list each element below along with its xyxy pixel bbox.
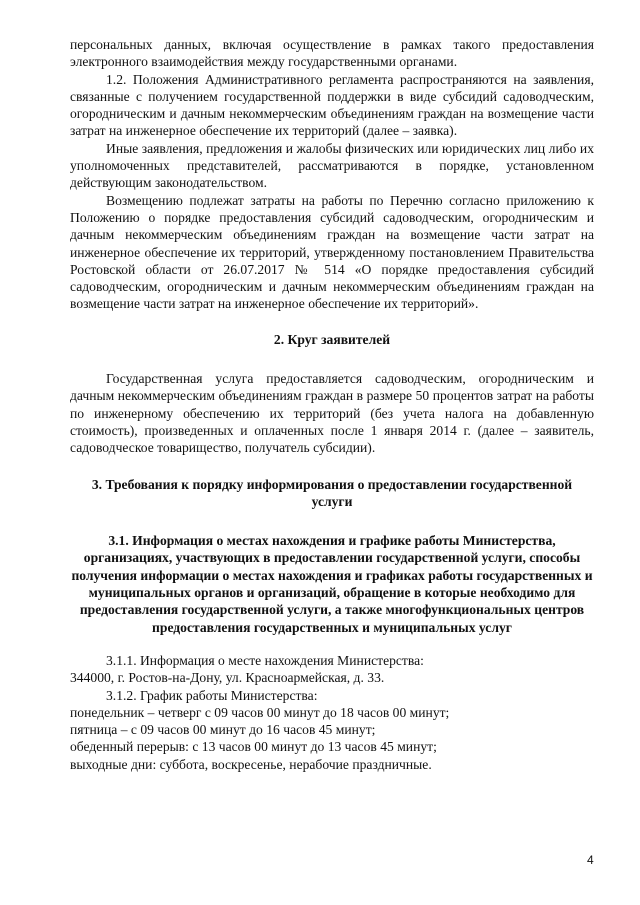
line-schedule-lunch: обеденный перерыв: с 13 часов 00 минут до 13 часов 45 минут; bbox=[70, 739, 437, 755]
paragraph-applicants: Государственная услуга предоставляется садоводческим, огородническим и дачным некоммерческим объединениям граждан в размере 50 процентов затрат на работы по инженерному обеспечению их территорий (без учета налога на добавленную стоимость), произведенных и оплаченных после 1 января 2014 г. (далее – заявитель, садоводческое товарищество, получатель субсидии). bbox=[70, 371, 594, 456]
paragraph-1-2: 1.2. Положения Административного регламента распространяются на заявления, связанные с получением государственной поддержки в виде субсидий садоводческим, огородническим и дачным некоммерческим объединениям граждан на возмещение части затрат на инженерное обеспечение их территорий (далее – заявка). bbox=[70, 71, 594, 139]
line-ministry-address: 344000, г. Ростов-на-Дону, ул. Красноармейская, д. 33. bbox=[70, 670, 385, 686]
line-schedule-label: 3.1.2. График работы Министерства: bbox=[106, 687, 318, 703]
paragraph-personal-data: персональных данных, включая осуществление в рамках такого предоставления электронного взаимодействия между государственными органами. bbox=[70, 37, 594, 70]
line-ministry-location-label: 3.1.1. Информация о месте нахождения Министерства: bbox=[106, 652, 424, 668]
section-heading-informing: 3. Требования к порядку информирования о предоставлении государственной услуги bbox=[91, 476, 573, 509]
paragraph-compensation: Возмещению подлежат затраты на работы по Перечню согласно приложению к Положению о порядке предоставления субсидий садоводческим, огородническим и дачным некоммерческим объединениям граждан на возмещение части затрат на инженерное обеспечение их территорий, утвержденному постановлением Правительства Ростовской области от 26.07.2017 № 514 «О порядке предоставления субсидий садоводческим, огородническим и дачным некоммерческим объединениям граждан на возмещение части затрат на инженерное обеспечение их территорий». bbox=[70, 192, 594, 312]
line-schedule-mon-thu: понедельник – четверг с 09 часов 00 минут до 18 часов 00 минут; bbox=[70, 704, 450, 720]
document-page bbox=[70, 36, 594, 773]
section-heading-applicants: 2. Круг заявителей bbox=[273, 331, 391, 347]
line-schedule-friday: пятница – с 09 часов 00 минут до 16 часов 45 минут; bbox=[70, 722, 376, 738]
subsection-heading-3-1: 3.1. Информация о местах нахождения и графике работы Министерства, организациях, участвующих в предоставлении государственной услуги, способы получения информации о местах нахождения и графиках работы государственных и муниципальных органов и организаций, обращение в которые необходимо для предоставления государственной услуги, а также многофункциональных центров предоставления государственных и муниципальных услуг bbox=[71, 533, 593, 635]
paragraph-other-requests: Иные заявления, предложения и жалобы физических или юридических лиц либо их уполномоченных представителей, рассматриваются в порядке, установленном действующим законодательством. bbox=[70, 140, 594, 191]
line-schedule-days-off: выходные дни: суббота, воскресенье, нерабочие праздничные. bbox=[70, 756, 432, 772]
page-number: 4 bbox=[587, 853, 594, 867]
